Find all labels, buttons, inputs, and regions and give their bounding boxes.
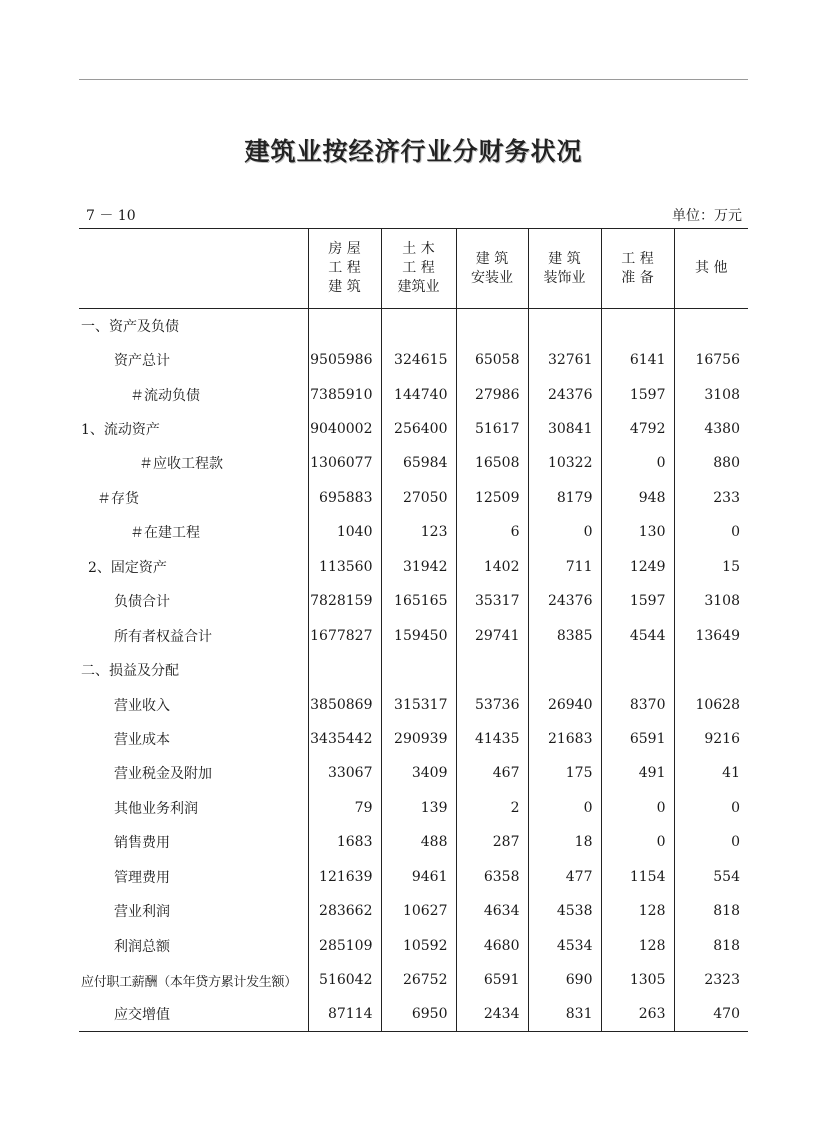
cell-value: 324615	[381, 343, 456, 377]
row-label: 营业税金及附加	[114, 766, 212, 783]
cell-value: 10322	[528, 446, 601, 480]
row-label: 二、损益及分配	[81, 663, 179, 680]
cell-value: 488	[381, 825, 456, 859]
cell-value: 3108	[674, 584, 748, 618]
row-label: 应交增值	[79, 997, 308, 1031]
cell-value: 65058	[456, 343, 528, 377]
row-label: 销售费用	[114, 835, 170, 852]
row-label: 其他业务利润	[114, 800, 198, 817]
cell-value: 4792	[601, 412, 674, 446]
cell-value: 79	[308, 791, 381, 825]
table-number: 7 － 10	[86, 208, 136, 224]
cell-value: 1683	[308, 825, 381, 859]
cell-value	[456, 309, 528, 343]
row-label: 管理费用	[114, 869, 170, 886]
row-label: 营业利润	[114, 904, 170, 921]
header-decoration	[528, 229, 601, 309]
row-label: ＃在建工程	[130, 525, 200, 542]
cell-value	[674, 309, 748, 343]
cell-value: 15	[674, 550, 748, 584]
cell-value: 7385910	[308, 377, 381, 411]
cell-value: 0	[674, 791, 748, 825]
cell-value: 290939	[381, 722, 456, 756]
cell-value: 128	[601, 928, 674, 962]
financial-table	[79, 228, 748, 1032]
header-preparation	[601, 229, 674, 309]
cell-value: 144740	[381, 377, 456, 411]
cell-value: 4380	[674, 412, 748, 446]
cell-value: 35317	[456, 584, 528, 618]
cell-value: 6591	[456, 963, 528, 997]
cell-value: 12509	[456, 481, 528, 515]
cell-value: 18	[528, 825, 601, 859]
cell-value: 256400	[381, 412, 456, 446]
header-other	[674, 229, 748, 309]
cell-value: 121639	[308, 860, 381, 894]
cell-value: 6950	[381, 997, 456, 1031]
row-label: ＃存货	[97, 490, 139, 507]
cell-value	[601, 309, 674, 343]
cell-value	[308, 653, 381, 687]
cell-value	[674, 653, 748, 687]
cell-value: 690	[528, 963, 601, 997]
cell-value: 10628	[674, 687, 748, 721]
header-line: 建 筑	[475, 250, 509, 267]
cell-value	[528, 653, 601, 687]
header-line: 建筑业	[397, 279, 440, 295]
cell-value: 470	[674, 997, 748, 1031]
row-label: 应付职工薪酬（本年贷方累计发生额）	[81, 974, 297, 990]
row-label: 所有者权益合计	[114, 628, 212, 645]
cell-value: 24376	[528, 584, 601, 618]
cell-value: 6591	[601, 722, 674, 756]
cell-value: 0	[528, 515, 601, 549]
cell-value: 6	[456, 515, 528, 549]
cell-value: 7828159	[308, 584, 381, 618]
cell-value: 1040	[308, 515, 381, 549]
cell-value	[308, 309, 381, 343]
row-label: 2、固定资产	[88, 559, 167, 576]
cell-value: 16508	[456, 446, 528, 480]
cell-value: 1597	[601, 584, 674, 618]
header-blank	[79, 229, 308, 309]
row-label: 一、资产及负债	[81, 318, 179, 335]
cell-value: 2434	[456, 997, 528, 1031]
cell-value: 33067	[308, 756, 381, 790]
cell-value: 10592	[381, 928, 456, 962]
cell-value: 283662	[308, 894, 381, 928]
cell-value: 128	[601, 894, 674, 928]
header-line: 准 备	[621, 269, 654, 286]
cell-value: 1306077	[308, 446, 381, 480]
cell-value: 4634	[456, 894, 528, 928]
cell-value: 41	[674, 756, 748, 790]
table-row	[79, 584, 748, 618]
cell-value: 9461	[381, 860, 456, 894]
cell-value: 3850869	[308, 687, 381, 721]
cell-value: 880	[674, 446, 748, 480]
cell-value: 2323	[674, 963, 748, 997]
header-line: 土 木	[402, 241, 435, 257]
table-row	[79, 825, 748, 859]
top-rule	[79, 79, 748, 80]
cell-value: 65984	[381, 446, 456, 480]
cell-value: 130	[601, 515, 674, 549]
cell-value: 1305	[601, 963, 674, 997]
cell-value: 285109	[308, 928, 381, 962]
table-row	[79, 343, 748, 377]
header-line: 工 程	[402, 260, 435, 276]
page-title: 建筑业按经济行业分财务状况	[244, 137, 583, 166]
cell-value: 53736	[456, 687, 528, 721]
cell-value: 0	[528, 791, 601, 825]
table-row	[79, 860, 748, 894]
cell-value: 948	[601, 481, 674, 515]
cell-value: 6358	[456, 860, 528, 894]
header-civil-engineering	[381, 229, 456, 309]
table-row	[79, 412, 748, 446]
header-line: 其 他	[695, 260, 728, 276]
cell-value: 2	[456, 791, 528, 825]
row-label: 营业收入	[114, 697, 170, 714]
header-line: 建 筑	[328, 279, 361, 295]
cell-value	[528, 309, 601, 343]
header-line: 工 程	[621, 250, 654, 267]
cell-value	[381, 653, 456, 687]
cell-value: 21683	[528, 722, 601, 756]
cell-value: 30841	[528, 412, 601, 446]
cell-value: 139	[381, 791, 456, 825]
cell-value: 8179	[528, 481, 601, 515]
cell-value: 0	[601, 825, 674, 859]
cell-value: 467	[456, 756, 528, 790]
cell-value: 175	[528, 756, 601, 790]
cell-value: 711	[528, 550, 601, 584]
cell-value: 516042	[308, 963, 381, 997]
table-row	[79, 963, 748, 997]
cell-value: 315317	[381, 687, 456, 721]
header-row	[79, 229, 748, 309]
header-line: 建 筑	[548, 250, 581, 267]
cell-value: 123	[381, 515, 456, 549]
cell-value: 0	[674, 515, 748, 549]
table-row	[79, 309, 748, 343]
cell-value: 233	[674, 481, 748, 515]
table-row	[79, 550, 748, 584]
cell-value: 165165	[381, 584, 456, 618]
cell-value: 477	[528, 860, 601, 894]
table-row	[79, 928, 748, 962]
table-row	[79, 377, 748, 411]
cell-value: 3108	[674, 377, 748, 411]
row-label: 资产总计	[114, 353, 170, 370]
table-row	[79, 894, 748, 928]
table-row	[79, 446, 748, 480]
cell-value: 41435	[456, 722, 528, 756]
row-label: ＃应收工程款	[139, 456, 223, 473]
cell-value: 27986	[456, 377, 528, 411]
cell-value: 0	[601, 446, 674, 480]
cell-value	[456, 653, 528, 687]
cell-value: 32761	[528, 343, 601, 377]
table-row	[79, 997, 748, 1031]
table-row	[79, 481, 748, 515]
cell-value: 3435442	[308, 722, 381, 756]
table-row	[79, 791, 748, 825]
cell-value: 31942	[381, 550, 456, 584]
cell-value: 4534	[528, 928, 601, 962]
cell-value: 1677827	[308, 618, 381, 652]
cell-value: 0	[601, 791, 674, 825]
cell-value: 3409	[381, 756, 456, 790]
cell-value: 27050	[381, 481, 456, 515]
cell-value: 8370	[601, 687, 674, 721]
cell-value: 13649	[674, 618, 748, 652]
unit-label: 单位：万元	[672, 208, 742, 224]
cell-value: 4680	[456, 928, 528, 962]
table-row	[79, 653, 748, 687]
cell-value: 87114	[308, 997, 381, 1031]
cell-value: 113560	[308, 550, 381, 584]
row-label: 1、流动资产	[81, 422, 160, 439]
header-line: 安装业	[471, 269, 513, 286]
cell-value: 9216	[674, 722, 748, 756]
cell-value: 8385	[528, 618, 601, 652]
table-row	[79, 515, 748, 549]
cell-value: 24376	[528, 377, 601, 411]
cell-value: 1597	[601, 377, 674, 411]
cell-value: 263	[601, 997, 674, 1031]
table-row	[79, 618, 748, 652]
cell-value: 287	[456, 825, 528, 859]
cell-value: 831	[528, 997, 601, 1031]
cell-value: 9040002	[308, 412, 381, 446]
cell-value: 1249	[601, 550, 674, 584]
header-housing-construction	[308, 229, 381, 309]
cell-value: 1402	[456, 550, 528, 584]
cell-value: 9505986	[308, 343, 381, 377]
cell-value: 6141	[601, 343, 674, 377]
row-label: 负债合计	[114, 594, 170, 611]
cell-value	[601, 653, 674, 687]
header-line: 房 屋	[328, 241, 361, 257]
cell-value: 554	[674, 860, 748, 894]
header-line: 工 程	[328, 260, 361, 276]
cell-value: 51617	[456, 412, 528, 446]
cell-value: 26940	[528, 687, 601, 721]
cell-value: 159450	[381, 618, 456, 652]
header-installation	[456, 229, 528, 309]
cell-value: 1154	[601, 860, 674, 894]
cell-value: 10627	[381, 894, 456, 928]
cell-value: 4538	[528, 894, 601, 928]
table-row	[79, 687, 748, 721]
cell-value: 695883	[308, 481, 381, 515]
row-label: 利润总额	[114, 938, 170, 955]
row-label: 营业成本	[114, 731, 170, 748]
row-label: ＃流动负债	[130, 387, 200, 404]
table-row	[79, 756, 748, 790]
table-row	[79, 722, 748, 756]
cell-value: 16756	[674, 343, 748, 377]
header-line: 装饰业	[543, 269, 586, 286]
cell-value: 818	[674, 928, 748, 962]
cell-value: 4544	[601, 618, 674, 652]
cell-value: 0	[674, 825, 748, 859]
cell-value: 491	[601, 756, 674, 790]
cell-value	[381, 309, 456, 343]
cell-value: 26752	[381, 963, 456, 997]
cell-value: 818	[674, 894, 748, 928]
cell-value: 29741	[456, 618, 528, 652]
